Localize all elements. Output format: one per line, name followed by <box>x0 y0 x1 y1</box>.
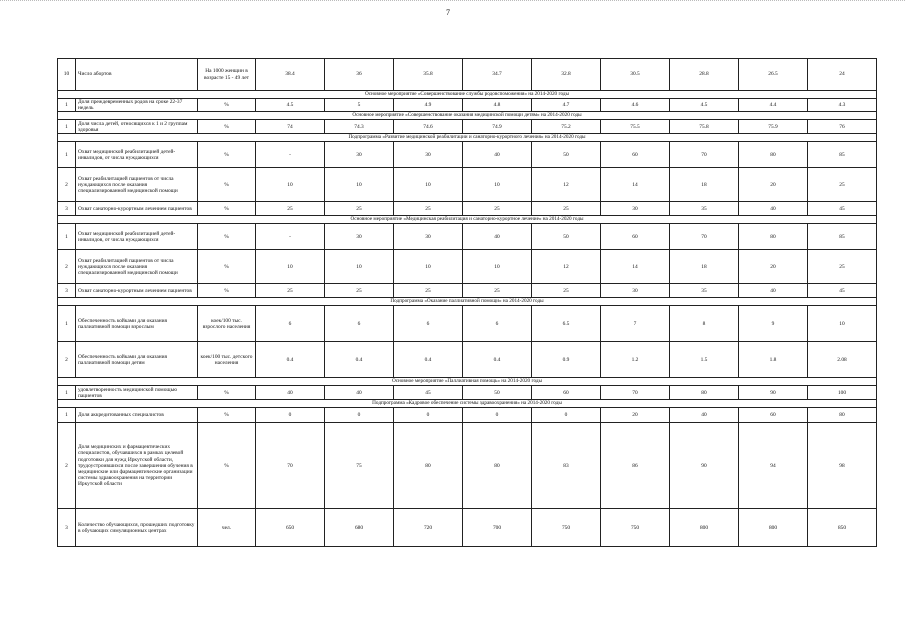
row-number: 2 <box>58 423 76 509</box>
value-cell: 4.4 <box>739 99 808 112</box>
value-cell: 12 <box>532 168 601 202</box>
unit-cell: % <box>198 168 256 202</box>
row-number: 1 <box>58 408 76 423</box>
value-cell: 25 <box>463 202 532 216</box>
row-number: 3 <box>58 284 76 298</box>
table-row <box>58 99 877 112</box>
value-cell: 100 <box>808 386 877 400</box>
value-cell: 0 <box>394 408 463 423</box>
value-cell: 80 <box>670 386 739 400</box>
value-cell: 4.9 <box>394 99 463 112</box>
value-cell: 40 <box>256 386 325 400</box>
unit-cell: На 1000 женщин в возрасте 15 - 49 лет <box>198 59 256 91</box>
value-cell: 80 <box>808 408 877 423</box>
value-cell: 70 <box>670 224 739 250</box>
value-cell: 9 <box>739 306 808 342</box>
table-row <box>58 224 877 250</box>
value-cell: 25 <box>532 284 601 298</box>
value-cell: 750 <box>601 509 670 547</box>
scan-edge <box>0 0 905 4</box>
value-cell: 4.8 <box>463 99 532 112</box>
value-cell: 4.5 <box>670 99 739 112</box>
value-cell: 10 <box>325 168 394 202</box>
section-title: Основное мероприятие «Совершенствование службы родовспоможения» на 2014-2020 годы <box>58 91 877 99</box>
value-cell: 30 <box>325 224 394 250</box>
table-row <box>58 120 877 134</box>
value-cell: 26.5 <box>739 59 808 91</box>
value-cell: 30 <box>394 142 463 168</box>
unit-cell: % <box>198 408 256 423</box>
table-row <box>58 202 877 216</box>
indicator-name: Доля числа детей, относящихся к 1 и 2 группам здоровья <box>76 120 198 134</box>
value-cell: 60 <box>739 408 808 423</box>
value-cell: 90 <box>670 423 739 509</box>
table-row <box>58 423 877 509</box>
indicator-name: Доля аккредитованных специалистов <box>76 408 198 423</box>
indicator-name: Охват санаторно-курортным лечением пациентов <box>76 284 198 298</box>
section-header-row <box>58 112 877 120</box>
row-number: 10 <box>58 59 76 91</box>
row-number: 3 <box>58 509 76 547</box>
row-number: 1 <box>58 306 76 342</box>
table-row <box>58 250 877 284</box>
section-title: Основное мероприятие «Паллиативная помощь» на 2014-2020 годы <box>58 378 877 386</box>
value-cell: 40 <box>325 386 394 400</box>
value-cell: 75.2 <box>532 120 601 134</box>
value-cell: 74 <box>256 120 325 134</box>
value-cell: 25 <box>808 168 877 202</box>
table-row <box>58 306 877 342</box>
table-row <box>58 509 877 547</box>
value-cell: 60 <box>601 224 670 250</box>
value-cell: 20 <box>601 408 670 423</box>
value-cell: 1.5 <box>670 342 739 378</box>
indicator-name: Охват реабилитацией пациентов от числа нуждающихся после оказания специализированной медицинской помощи <box>76 168 198 202</box>
value-cell: 50 <box>532 224 601 250</box>
value-cell: 850 <box>808 509 877 547</box>
value-cell: 24 <box>808 59 877 91</box>
value-cell: 98 <box>808 423 877 509</box>
value-cell: 4.7 <box>532 99 601 112</box>
value-cell: 10 <box>808 306 877 342</box>
value-cell: 30 <box>601 284 670 298</box>
value-cell: 32.8 <box>532 59 601 91</box>
value-cell: 80 <box>463 423 532 509</box>
indicator-name: Количество обучающихся, прошедших подготовку в обучающих симуляционных центрах <box>76 509 198 547</box>
unit-cell: % <box>198 423 256 509</box>
value-cell: 85 <box>808 142 877 168</box>
value-cell: 60 <box>601 142 670 168</box>
value-cell: 0.9 <box>532 342 601 378</box>
unit-cell: чел. <box>198 509 256 547</box>
value-cell: 25 <box>532 202 601 216</box>
value-cell: 800 <box>670 509 739 547</box>
unit-cell: коек/100 тыс. взрослого населения <box>198 306 256 342</box>
section-header-row <box>58 216 877 224</box>
row-number: 1 <box>58 386 76 400</box>
table-row <box>58 168 877 202</box>
value-cell: 30 <box>601 202 670 216</box>
value-cell: 50 <box>532 142 601 168</box>
value-cell: 80 <box>739 224 808 250</box>
value-cell: 20 <box>739 250 808 284</box>
value-cell: 34.7 <box>463 59 532 91</box>
value-cell: 70 <box>670 142 739 168</box>
value-cell: 75.8 <box>670 120 739 134</box>
unit-cell: % <box>198 142 256 168</box>
value-cell: 650 <box>256 509 325 547</box>
row-number: 1 <box>58 142 76 168</box>
indicator-name: Охват реабилитацией пациентов от числа нуждающихся после оказания специализированной медицинской помощи <box>76 250 198 284</box>
value-cell: 10 <box>463 168 532 202</box>
value-cell: 25 <box>808 250 877 284</box>
value-cell: 20 <box>739 168 808 202</box>
row-number: 2 <box>58 250 76 284</box>
value-cell: 25 <box>256 202 325 216</box>
value-cell: 7 <box>601 306 670 342</box>
value-cell: 0.4 <box>325 342 394 378</box>
value-cell: 75.5 <box>601 120 670 134</box>
value-cell: 10 <box>256 250 325 284</box>
value-cell: 83 <box>532 423 601 509</box>
value-cell: 0 <box>256 408 325 423</box>
table-row <box>58 386 877 400</box>
unit-cell: коек/100 тыс. детского населения <box>198 342 256 378</box>
value-cell: 28.8 <box>670 59 739 91</box>
table-row <box>58 284 877 298</box>
page-number: 7 <box>446 8 450 17</box>
row-number: 1 <box>58 120 76 134</box>
section-title: Подпрограмма «Развитие медицинской реабилитации и санаторно-курортного лечения» на 2014-2020 годы <box>58 134 877 142</box>
value-cell: 6 <box>463 306 532 342</box>
value-cell: 40 <box>670 408 739 423</box>
value-cell: 700 <box>463 509 532 547</box>
value-cell: 0 <box>463 408 532 423</box>
value-cell: 4.5 <box>256 99 325 112</box>
value-cell: 60 <box>532 386 601 400</box>
section-title: Подпрограмма «Кадровое обеспечение системы здравоохранения» на 2014-2020 годы <box>58 400 877 408</box>
table-row <box>58 59 877 91</box>
value-cell: 6 <box>325 306 394 342</box>
value-cell: 10 <box>256 168 325 202</box>
indicator-name: Число абортов <box>76 59 198 91</box>
indicator-name: Доля медицинских и фармацевтических специалистов, обучавшихся в рамках целевой подготовки для нужд Иркутской области, трудоустроившихся после завершения обучения в медицинские или фармацевтические организации системы здравоохранения на территории Иркутской области <box>76 423 198 509</box>
value-cell: 10 <box>325 250 394 284</box>
value-cell: 30 <box>394 224 463 250</box>
value-cell: 720 <box>394 509 463 547</box>
table-row <box>58 342 877 378</box>
value-cell: 1.8 <box>739 342 808 378</box>
row-number: 2 <box>58 168 76 202</box>
value-cell: 6.5 <box>532 306 601 342</box>
value-cell: 18 <box>670 168 739 202</box>
row-number: 1 <box>58 99 76 112</box>
value-cell: 18 <box>670 250 739 284</box>
unit-cell: % <box>198 99 256 112</box>
value-cell: 40 <box>463 224 532 250</box>
indicator-name: Доля преждевременных родов на сроке 22-37 недель <box>76 99 198 112</box>
value-cell: 74.3 <box>325 120 394 134</box>
indicator-name: Обеспеченность койками для оказания паллиативной помощи взрослым <box>76 306 198 342</box>
value-cell: 0.4 <box>394 342 463 378</box>
indicator-name: Охват медицинской реабилитацией детей-инвалидов, от числа нуждающихся <box>76 142 198 168</box>
value-cell: 14 <box>601 250 670 284</box>
indicators-table <box>57 58 877 547</box>
unit-cell: % <box>198 284 256 298</box>
value-cell: 800 <box>739 509 808 547</box>
value-cell: 4.6 <box>601 99 670 112</box>
value-cell: 50 <box>463 386 532 400</box>
row-number: 3 <box>58 202 76 216</box>
value-cell: 10 <box>463 250 532 284</box>
indicator-name: Обеспеченность койками для оказания паллиативной помощи детям <box>76 342 198 378</box>
value-cell: 76 <box>808 120 877 134</box>
value-cell: 40 <box>739 202 808 216</box>
value-cell: 36 <box>325 59 394 91</box>
value-cell: 45 <box>808 284 877 298</box>
value-cell: 10 <box>394 250 463 284</box>
value-cell: 25 <box>394 284 463 298</box>
section-title: Основное мероприятие «Медицинская реабилитация и санаторно-курортное лечение» на 2014-2020 годы <box>58 216 877 224</box>
value-cell: 0 <box>325 408 394 423</box>
section-header-row <box>58 378 877 386</box>
value-cell: 12 <box>532 250 601 284</box>
unit-cell: % <box>198 224 256 250</box>
value-cell: 40 <box>463 142 532 168</box>
indicator-name: Охват медицинской реабилитацией детей-инвалидов, от числа нуждающихся <box>76 224 198 250</box>
value-cell: 38.4 <box>256 59 325 91</box>
value-cell: 6 <box>256 306 325 342</box>
row-number: 2 <box>58 342 76 378</box>
value-cell: 75 <box>325 423 394 509</box>
section-title: Подпрограмма «Оказание паллиативной помощи» на 2014-2020 годы <box>58 298 877 306</box>
value-cell: 25 <box>325 202 394 216</box>
value-cell: 14 <box>601 168 670 202</box>
value-cell: 8 <box>670 306 739 342</box>
section-header-row <box>58 400 877 408</box>
value-cell: 30 <box>325 142 394 168</box>
value-cell: 90 <box>739 386 808 400</box>
value-cell: 6 <box>394 306 463 342</box>
value-cell: 80 <box>739 142 808 168</box>
value-cell: 45 <box>394 386 463 400</box>
value-cell: 0.4 <box>256 342 325 378</box>
value-cell: 35 <box>670 202 739 216</box>
value-cell: 94 <box>739 423 808 509</box>
indicator-name: Охват санаторно-курортным лечением пациентов <box>76 202 198 216</box>
value-cell: 25 <box>325 284 394 298</box>
value-cell: 0.4 <box>463 342 532 378</box>
value-cell: 40 <box>739 284 808 298</box>
section-title: Основное мероприятие «Совершенствование оказания медицинской помощи детям» на 2014-2020 годы <box>58 112 877 120</box>
value-cell: 80 <box>394 423 463 509</box>
value-cell: 35.8 <box>394 59 463 91</box>
value-cell: 680 <box>325 509 394 547</box>
unit-cell: % <box>198 250 256 284</box>
value-cell: 70 <box>601 386 670 400</box>
value-cell: 25 <box>256 284 325 298</box>
table-row <box>58 408 877 423</box>
value-cell: 25 <box>463 284 532 298</box>
value-cell: 45 <box>808 202 877 216</box>
section-header-row <box>58 298 877 306</box>
value-cell: 35 <box>670 284 739 298</box>
table-row <box>58 142 877 168</box>
value-cell: 74.6 <box>394 120 463 134</box>
value-cell: 4.3 <box>808 99 877 112</box>
value-cell: 86 <box>601 423 670 509</box>
value-cell: 5 <box>325 99 394 112</box>
section-header-row <box>58 91 877 99</box>
value-cell: 1.2 <box>601 342 670 378</box>
value-cell: 2.08 <box>808 342 877 378</box>
unit-cell: % <box>198 386 256 400</box>
unit-cell: % <box>198 202 256 216</box>
value-cell: 0 <box>532 408 601 423</box>
value-cell: 10 <box>394 168 463 202</box>
value-cell: 30.5 <box>601 59 670 91</box>
value-cell: 25 <box>394 202 463 216</box>
value-cell: 70 <box>256 423 325 509</box>
value-cell: 85 <box>808 224 877 250</box>
indicator-name: удовлетворенность медицинской помощью пациентов <box>76 386 198 400</box>
row-number: 1 <box>58 224 76 250</box>
value-cell: 75.9 <box>739 120 808 134</box>
section-header-row <box>58 134 877 142</box>
unit-cell: % <box>198 120 256 134</box>
value-cell: - <box>256 142 325 168</box>
value-cell: 74.9 <box>463 120 532 134</box>
value-cell: - <box>256 224 325 250</box>
value-cell: 750 <box>532 509 601 547</box>
